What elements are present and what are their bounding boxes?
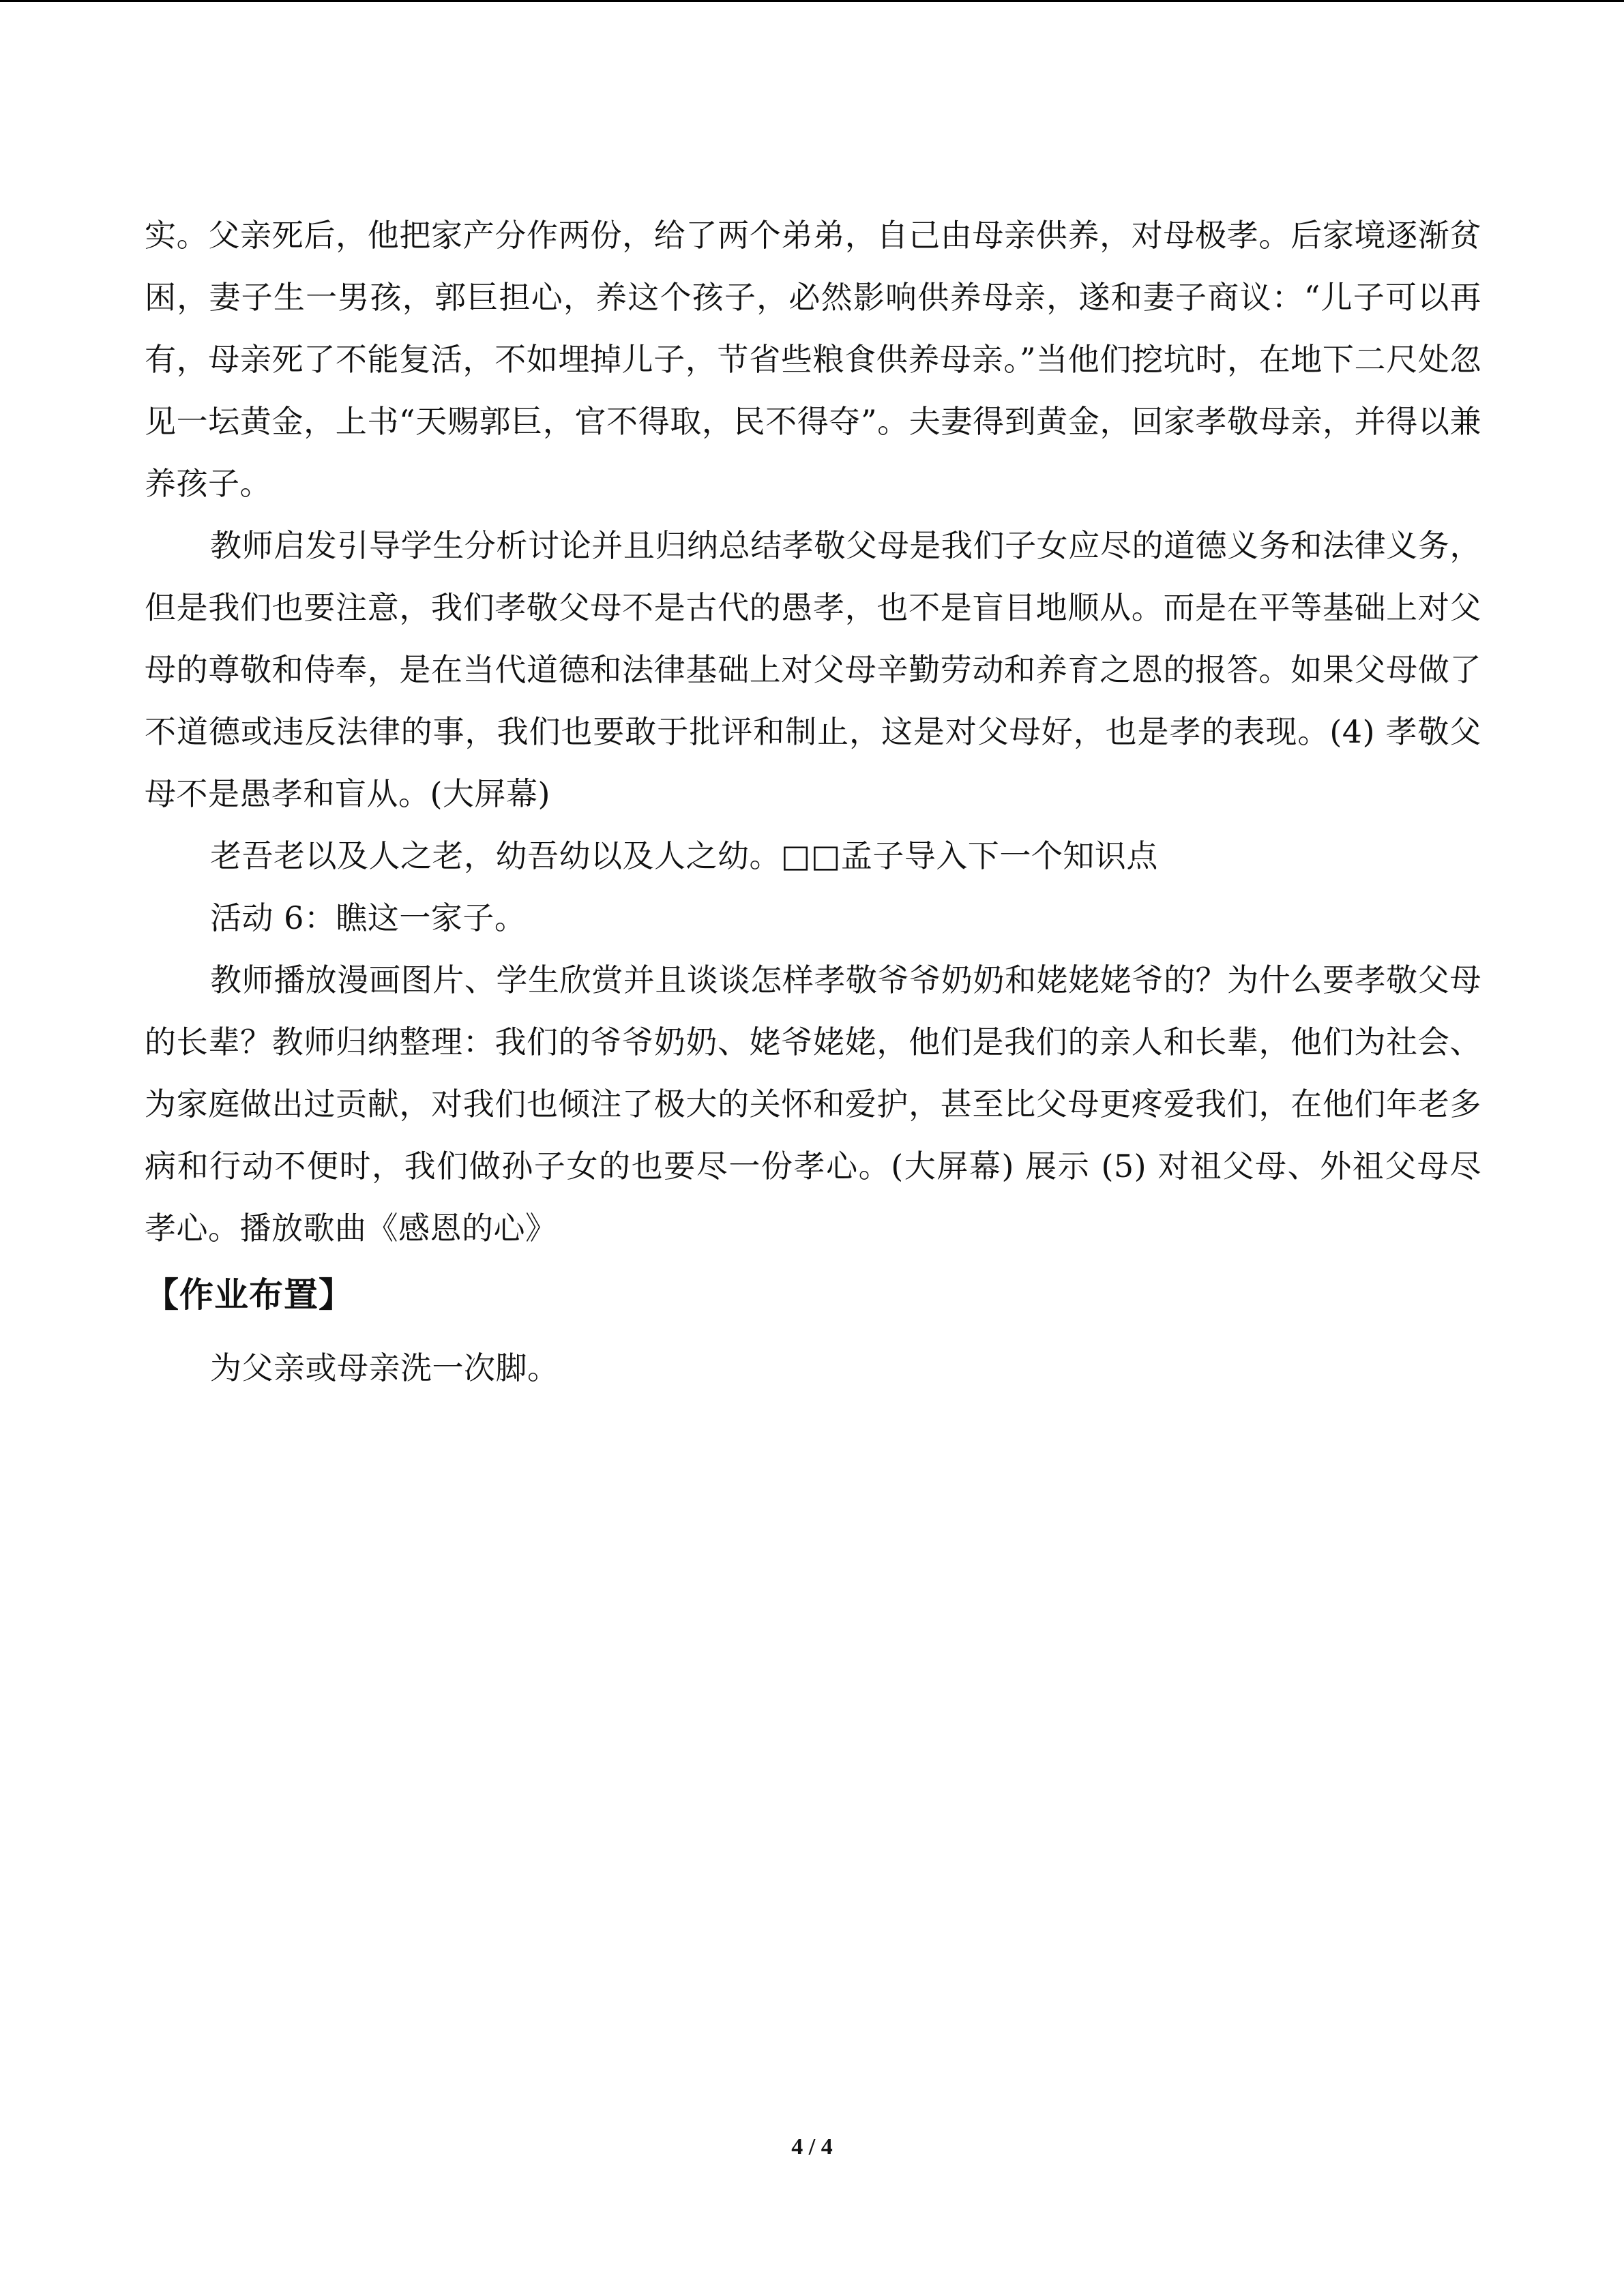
homework-heading: 【作业布置】 [145, 1275, 353, 1315]
paragraph-mencius-quote: 老吾老以及人之老，幼吾幼以及人之幼。□□孟子导入下一个知识点 [210, 837, 1158, 874]
document-body [145, 205, 1481, 1399]
homework-text: 为父亲或母亲洗一次脚。 [210, 1350, 559, 1386]
paragraph-guo-ju-story: 实。父亲死后，他把家产分作两份，给了两个弟弟，自己由母亲供养，对母极孝。后家境逐渐贫困，妻子生一男孩，郭巨担心，养这个孩子，必然影响供养母亲，遂和妻子商议：“儿子可以再有，母亲死了不能复活，不如埋掉儿子，节省些粮食供养母亲。”当他们挖坑时，在地下二尺处忽见一坛黄金，上书“天赐郭巨，官不得取，民不得夺”。夫妻得到黄金，回家孝敬母亲，并得以兼养孩子。 [145, 217, 1481, 502]
paragraph-activity-6: 活动 6：瞧这一家子。 [210, 899, 527, 936]
top-border-line [0, 0, 1624, 2]
paragraph-grandparents: 教师播放漫画图片、学生欣赏并且谈谈怎样孝敬爷爷奶奶和姥姥姥爷的？为什么要孝敬父母的长辈？教师归纳整理：我们的爷爷奶奶、姥爷姥姥，他们是我们的亲人和长辈，他们为社会、为家庭做出过贡献，对我们也倾注了极大的关怀和爱护，甚至比父母更疼爱我们，在他们年老多病和行动不便时，我们做孙子女的也要尽一份孝心。(大屏幕) 展示 (5) 对祖父母、外祖父母尽孝心。播放歌曲《感恩的心》 [145, 961, 1481, 1247]
paragraph-teacher-summary: 教师启发引导学生分析讨论并且归纳总结孝敬父母是我们子女应尽的道德义务和法律义务，但是我们也要注意，我们孝敬父母不是古代的愚孝，也不是盲目地顺从。而是在平等基础上对父母的尊敬和侍奉，是在当代道德和法律基础上对父母辛勤劳动和养育之恩的报答。如果父母做了不道德或违反法律的事，我们也要敢于批评和制止，这是对父母好，也是孝的表现。(4) 孝敬父母不是愚孝和盲从。(大屏幕) [145, 527, 1481, 812]
page-number: 4 / 4 [791, 2134, 833, 2160]
